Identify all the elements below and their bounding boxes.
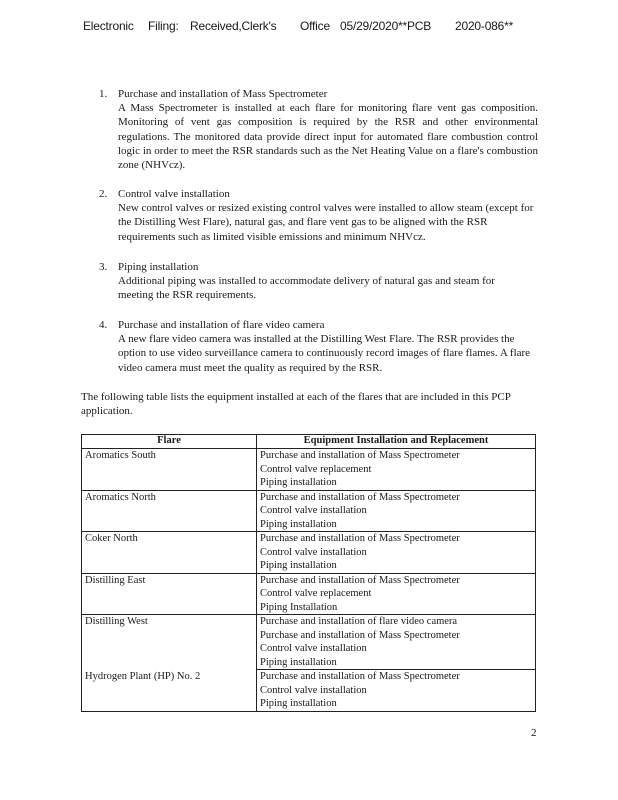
equipment-item: Purchase and installation of Mass Spectrometer — [260, 450, 460, 461]
flare-cell: Hydrogen Plant (HP) No. 2 — [82, 670, 257, 712]
equipment-item: Control valve installation — [260, 643, 367, 654]
equipment-cell — [257, 573, 536, 615]
equipment-item: Piping installation — [260, 656, 337, 668]
flare-cell: Coker North — [82, 532, 257, 574]
header-part: Office — [300, 19, 330, 33]
list-body: Additional piping was installed to accommodate delivery of natural gas and steam for meeting the RSR requirements. — [118, 275, 495, 302]
equipment-item: Piping installation — [260, 477, 337, 488]
list-body: A new flare video camera was installed at the Distilling West Flare. The RSR provides the option to use video surveillance camera to continuously record images of flare flames. A flare video camera must meet the quality as required by the RSR. — [118, 333, 531, 374]
equipment-item: Piping installation — [260, 560, 337, 571]
equipment-item: Control valve installation — [260, 684, 367, 696]
equipment-cell — [257, 490, 536, 532]
column-header-flare: Flare — [82, 435, 257, 449]
equipment-cell — [257, 532, 536, 574]
equipment-cell — [257, 449, 536, 491]
table-row — [82, 670, 536, 712]
list-number: 2. — [99, 188, 108, 200]
equipment-item: Piping installation — [260, 518, 337, 530]
equipment-cell — [257, 615, 536, 670]
list-title: Piping installation — [118, 261, 199, 273]
filing-stamp-header — [83, 19, 543, 35]
table-intro-paragraph: The following table lists the equipment installed at each of the flares that are included in this PCP application. — [81, 391, 511, 418]
equipment-item: Purchase and installation of Mass Spectrometer — [260, 629, 460, 641]
header-part: Received,Clerk's — [190, 19, 277, 33]
equipment-item: Piping installation — [260, 698, 337, 709]
equipment-table — [81, 434, 536, 712]
equipment-item: Piping Installation — [260, 601, 338, 613]
list-body: A Mass Spectrometer is installed at each flare for monitoring flare vent gas composition. Monitoring of vent gas composition is required by the RSR and other environmental regulations. The monitored data provide direct input for automated flare combustion control logic in order to meet the RSR standards such as the Net Heating Value on a flare's combustion zone (NHVcz). — [118, 102, 538, 171]
header-part: 05/29/2020**PCB — [340, 19, 432, 33]
equipment-item: Purchase and installation of Mass Spectrometer — [260, 671, 460, 682]
list-title: Purchase and installation of Mass Spectrometer — [118, 88, 328, 100]
equipment-item: Control valve replacement — [260, 463, 372, 475]
table-row — [82, 449, 536, 491]
header-part: Electronic — [83, 19, 134, 33]
equipment-item: Control valve replacement — [260, 588, 372, 599]
equipment-item: Purchase and installation of Mass Spectrometer — [260, 533, 460, 544]
column-header-equipment: Equipment Installation and Replacement — [257, 435, 536, 449]
equipment-item: Control valve installation — [260, 546, 367, 558]
table-header-row — [82, 435, 536, 449]
equipment-item: Purchase and installation of Mass Spectrometer — [260, 491, 460, 503]
table-row — [82, 615, 536, 670]
list-title: Control valve installation — [118, 188, 230, 200]
flare-cell: Aromatics North — [82, 490, 257, 532]
equipment-cell — [257, 670, 536, 712]
page-number: 2 — [531, 727, 537, 739]
header-part: Filing: — [148, 19, 179, 33]
flare-cell: Aromatics South — [82, 449, 257, 491]
table-row — [82, 573, 536, 615]
list-body: New control valves or resized existing control valves were installed to allow steam (except for the Distilling West Flare), natural gas, and flare vent gas to be aligned with the RSR requirements such as limited visible emissions and minimum NHVcz. — [118, 202, 534, 243]
table-row — [82, 532, 536, 574]
list-number: 3. — [99, 261, 108, 273]
flare-cell: Distilling East — [82, 573, 257, 615]
equipment-item: Control valve installation — [260, 505, 367, 516]
header-part: 2020-086** — [455, 19, 514, 33]
equipment-item: Purchase and installation of flare video camera — [260, 616, 458, 627]
flare-cell: Distilling West — [82, 615, 257, 670]
table-row — [82, 490, 536, 532]
equipment-item: Purchase and installation of Mass Spectrometer — [260, 574, 460, 586]
list-title: Purchase and installation of flare video camera — [118, 319, 325, 331]
list-number: 1. — [99, 88, 108, 100]
list-number: 4. — [99, 319, 108, 331]
